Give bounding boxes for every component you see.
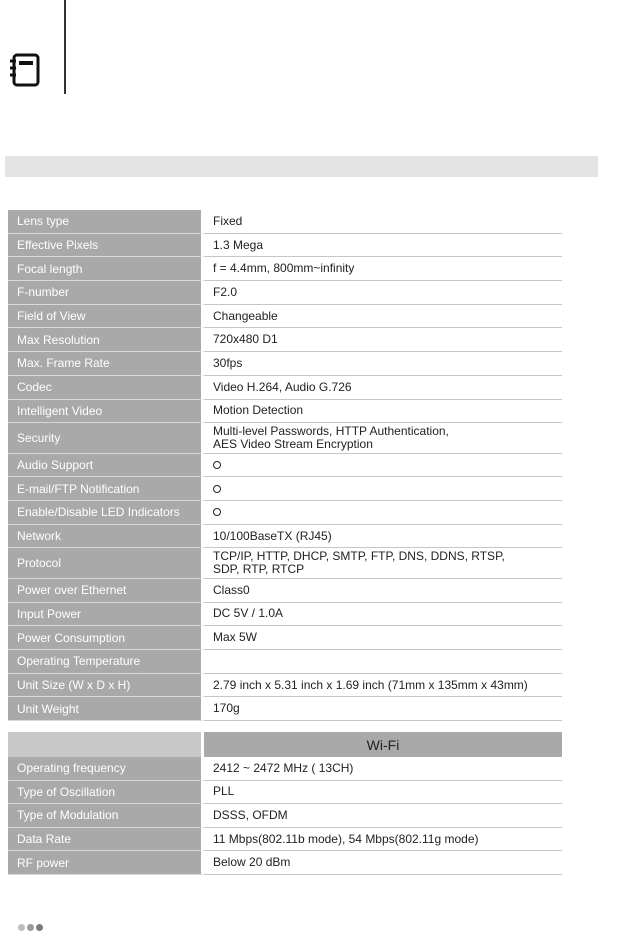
row-value-line: Multi-level Passwords, HTTP Authentication, [213, 423, 449, 438]
row-value: 1.3 Mega [204, 234, 562, 258]
row-value: DC 5V / 1.0A [204, 603, 562, 627]
row-value-line: SDP, RTP, RTCP [213, 562, 305, 577]
row-value: PLL [204, 781, 562, 805]
table-row [8, 697, 562, 721]
row-label: Power Consumption [8, 626, 204, 650]
row-label: E-mail/FTP Notification [8, 477, 204, 501]
row-label: F-number [8, 281, 204, 305]
row-value [204, 548, 562, 579]
table-row [8, 352, 562, 376]
wifi-rows [8, 757, 562, 875]
table-row [8, 626, 562, 650]
row-value: F2.0 [204, 281, 562, 305]
supported-circle-icon [213, 508, 221, 516]
table-row [8, 525, 562, 549]
row-label: Protocol [8, 548, 204, 579]
header-divider [64, 0, 66, 94]
row-label: Input Power [8, 603, 204, 627]
row-value: 2.79 inch x 5.31 inch x 1.69 inch (71mm x 135mm x 43mm) [204, 674, 562, 698]
page-dot [18, 924, 25, 931]
row-value: Max 5W [204, 626, 562, 650]
table-row [8, 828, 562, 852]
row-label: Max. Frame Rate [8, 352, 204, 376]
table-row [8, 757, 562, 781]
supported-circle-icon [213, 461, 221, 469]
row-label: Operating frequency [8, 757, 204, 781]
row-label: Network [8, 525, 204, 549]
spec-table [8, 210, 562, 721]
table-row [8, 781, 562, 805]
notepad-icon [8, 52, 46, 92]
row-label: Intelligent Video [8, 400, 204, 424]
row-label: Enable/Disable LED Indicators [8, 501, 204, 525]
page-indicator [18, 924, 43, 931]
wifi-table [8, 732, 562, 875]
supported-circle-icon [213, 485, 221, 493]
row-value: Class0 [204, 579, 562, 603]
row-label: Power over Ethernet [8, 579, 204, 603]
table-row [8, 305, 562, 329]
row-value: 720x480 D1 [204, 328, 562, 352]
row-value: Changeable [204, 305, 562, 329]
section-band [5, 156, 598, 177]
row-label: Effective Pixels [8, 234, 204, 258]
row-value [204, 423, 562, 454]
row-label: Codec [8, 376, 204, 400]
table-row [8, 851, 562, 875]
row-value: 170g [204, 697, 562, 721]
page-dot [27, 924, 34, 931]
table-row [8, 603, 562, 627]
table-row [8, 579, 562, 603]
table-row [8, 257, 562, 281]
row-label: Focal length [8, 257, 204, 281]
row-value: 30fps [204, 352, 562, 376]
wifi-header [8, 732, 562, 757]
row-value [204, 477, 562, 501]
row-value: 2412 ~ 2472 MHz ( 13CH) [204, 757, 562, 781]
row-value [204, 650, 562, 674]
row-value [204, 501, 562, 525]
table-row [8, 281, 562, 305]
table-row [8, 328, 562, 352]
table-row [8, 210, 562, 234]
row-label: Operating Temperature [8, 650, 204, 674]
row-label: Type of Modulation [8, 804, 204, 828]
row-label: Audio Support [8, 454, 204, 478]
table-row [8, 454, 562, 478]
row-value: Fixed [204, 210, 562, 234]
table-row [8, 501, 562, 525]
page-dot [36, 924, 43, 931]
row-value [204, 454, 562, 478]
table-row [8, 548, 562, 579]
table-row [8, 423, 562, 454]
row-label: Field of View [8, 305, 204, 329]
row-label: RF power [8, 851, 204, 875]
row-label: Unit Weight [8, 697, 204, 721]
row-label: Type of Oscillation [8, 781, 204, 805]
row-value: 10/100BaseTX (RJ45) [204, 525, 562, 549]
row-value: Below 20 dBm [204, 851, 562, 875]
table-row [8, 674, 562, 698]
row-value: DSSS, OFDM [204, 804, 562, 828]
row-label: Data Rate [8, 828, 204, 852]
table-row [8, 376, 562, 400]
row-value-line: TCP/IP, HTTP, DHCP, SMTP, FTP, DNS, DDNS, RTSP, [213, 549, 505, 564]
table-row [8, 400, 562, 424]
row-label: Unit Size (W x D x H) [8, 674, 204, 698]
wifi-title: Wi-Fi [204, 732, 562, 757]
table-row [8, 234, 562, 258]
row-value-line: AES Video Stream Encryption [213, 436, 373, 451]
row-label: Lens type [8, 210, 204, 234]
table-row [8, 477, 562, 501]
table-row [8, 650, 562, 674]
wifi-header-blank [8, 732, 204, 757]
row-label: Max Resolution [8, 328, 204, 352]
row-value: f = 4.4mm, 800mm~infinity [204, 257, 562, 281]
row-value: Motion Detection [204, 400, 562, 424]
table-row [8, 804, 562, 828]
row-value: 11 Mbps(802.11b mode), 54 Mbps(802.11g mode) [204, 828, 562, 852]
row-value: Video H.264, Audio G.726 [204, 376, 562, 400]
row-label: Security [8, 423, 204, 454]
